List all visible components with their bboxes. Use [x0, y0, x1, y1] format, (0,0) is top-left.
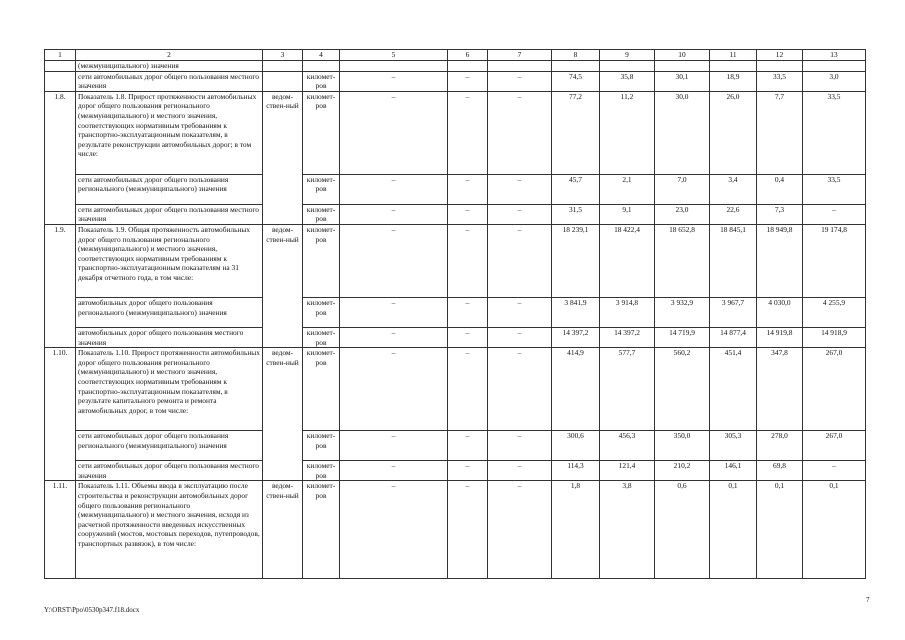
column-header: 8	[552, 50, 600, 61]
column-header: 7	[488, 50, 552, 61]
value-cell: 74,5	[552, 71, 600, 91]
data-source: ведом-ствен-ный	[263, 224, 303, 347]
value-cell: 14 919,8	[757, 327, 803, 347]
value-cell: –	[448, 461, 488, 481]
unit-cell: километ-ров	[303, 71, 340, 91]
indicator-subitem: сети автомобильных дорог общего пользования регионального (межмуниципального) значения	[76, 431, 263, 461]
value-cell: 7,7	[757, 91, 803, 174]
unit-cell: километ-ров	[303, 481, 340, 579]
table-row	[45, 61, 866, 72]
value-cell: 347,8	[757, 348, 803, 431]
data-source: ведом-ствен-ный	[263, 348, 303, 481]
indicator-number: 1.11.	[45, 481, 76, 579]
empty-cell	[488, 61, 552, 72]
value-cell: –	[340, 91, 448, 174]
value-cell: –	[448, 224, 488, 297]
indicator-subitem: сети автомобильных дорог общего пользования местного значения	[76, 71, 263, 91]
value-cell: –	[488, 327, 552, 347]
value-cell: –	[488, 91, 552, 174]
value-cell: 30,1	[655, 71, 710, 91]
value-cell: 278,0	[757, 431, 803, 461]
unit-cell: километ-ров	[303, 348, 340, 431]
unit-cell: километ-ров	[303, 91, 340, 174]
indicator-subitem: сети автомобильных дорог общего пользования местного значения	[76, 204, 263, 224]
value-cell: –	[340, 71, 448, 91]
value-cell: 414,9	[552, 348, 600, 431]
column-header: 1	[45, 50, 76, 61]
value-cell: 26,0	[710, 91, 757, 174]
value-cell: 300,6	[552, 431, 600, 461]
value-cell: 33,5	[803, 174, 866, 204]
empty-cell	[263, 61, 303, 72]
unit-cell: километ-ров	[303, 224, 340, 297]
value-cell: 7,0	[655, 174, 710, 204]
value-cell: 45,7	[552, 174, 600, 204]
unit-cell: километ-ров	[303, 431, 340, 461]
empty-cell	[303, 61, 340, 72]
value-cell: 456,3	[600, 431, 655, 461]
unit-cell: километ-ров	[303, 174, 340, 204]
value-cell: –	[448, 71, 488, 91]
value-cell: 3,0	[803, 71, 866, 91]
value-cell: 3 841,9	[552, 297, 600, 327]
value-cell: 305,3	[710, 431, 757, 461]
value-cell: –	[340, 431, 448, 461]
value-cell: –	[340, 461, 448, 481]
value-cell: 14 397,2	[552, 327, 600, 347]
value-cell: –	[488, 174, 552, 204]
value-cell: 3,8	[600, 481, 655, 579]
column-header: 9	[600, 50, 655, 61]
indicator-table	[44, 49, 866, 579]
table-header-row	[45, 50, 866, 61]
indicator-name: Показатель 1.9. Общая протяженность автомобильных дорог общего пользования регионального (межмуниципального) и местного значения, соответствующих нормативным требованиям к транспортно-эксплуатационным показателям на 31 декабря отчетного года, в том числе:	[76, 224, 263, 297]
value-cell: 0,6	[655, 481, 710, 579]
value-cell: –	[340, 204, 448, 224]
empty-cell	[552, 61, 600, 72]
indicator-name: Показатель 1.8. Прирост протяженности автомобильных дорог общего пользования регионального (межмуниципального) и местного значения, соответствующих нормативным требованиям к транспортно-эксплуатационным показателям, в результате реконструкции автомобильных дорог; в том числе:	[76, 91, 263, 174]
value-cell: 0,1	[710, 481, 757, 579]
indicator-name: Показатель 1.10. Прирост протяженности автомобильных дорог общего пользования регионального (межмуниципального) и местного значения, соответствующих нормативным требованиям к транспортно-эксплуатационным показателям, в результате капитального ремонта и ремонта автомобильных дорог, в том числе:	[76, 348, 263, 431]
value-cell: 19 174,8	[803, 224, 866, 297]
value-cell: 33,5	[757, 71, 803, 91]
table-row	[45, 91, 866, 174]
value-cell: –	[340, 174, 448, 204]
value-cell: 18 652,8	[655, 224, 710, 297]
value-cell: –	[488, 431, 552, 461]
value-cell: 3 967,7	[710, 297, 757, 327]
table-row	[45, 327, 866, 347]
empty-cell	[45, 71, 76, 91]
value-cell: 451,4	[710, 348, 757, 431]
value-cell: –	[488, 481, 552, 579]
empty-cell	[757, 61, 803, 72]
value-cell: 9,1	[600, 204, 655, 224]
column-header: 6	[448, 50, 488, 61]
value-cell: 3 932,9	[655, 297, 710, 327]
value-cell: –	[488, 204, 552, 224]
empty-cell	[803, 61, 866, 72]
table-row	[45, 461, 866, 481]
data-source: ведом-ствен-ный	[263, 481, 303, 579]
indicator-subitem: сети автомобильных дорог общего пользования местного значения	[76, 461, 263, 481]
value-cell: 30,0	[655, 91, 710, 174]
value-cell: –	[448, 174, 488, 204]
column-header: 12	[757, 50, 803, 61]
value-cell: –	[488, 224, 552, 297]
table-row	[45, 204, 866, 224]
table-row	[45, 481, 866, 579]
table-row	[45, 224, 866, 297]
value-cell: –	[803, 461, 866, 481]
value-cell: 31,5	[552, 204, 600, 224]
table-body	[45, 50, 866, 579]
indicator-subitem: сети автомобильных дорог общего пользования регионального (межмуниципального) значения	[76, 174, 263, 204]
unit-cell: километ-ров	[303, 461, 340, 481]
value-cell: 33,5	[803, 91, 866, 174]
value-cell: 14 397,2	[600, 327, 655, 347]
column-header: 3	[263, 50, 303, 61]
data-source: ведом-ствен-ный	[263, 91, 303, 224]
value-cell: –	[803, 204, 866, 224]
value-cell: 267,0	[803, 348, 866, 431]
value-cell: 22,6	[710, 204, 757, 224]
table-row	[45, 348, 866, 431]
column-header: 13	[803, 50, 866, 61]
value-cell: 121,4	[600, 461, 655, 481]
value-cell: –	[448, 431, 488, 461]
value-cell: 4 030,0	[757, 297, 803, 327]
value-cell: 18 422,4	[600, 224, 655, 297]
indicator-number: 1.10.	[45, 348, 76, 481]
empty-cell	[448, 61, 488, 72]
value-cell: 18 949,8	[757, 224, 803, 297]
value-cell: 4 255,9	[803, 297, 866, 327]
value-cell: –	[340, 327, 448, 347]
value-cell: –	[448, 91, 488, 174]
value-cell: –	[340, 224, 448, 297]
page-number: 7	[866, 596, 870, 604]
unit-cell: километ-ров	[303, 327, 340, 347]
value-cell: 14 918,9	[803, 327, 866, 347]
value-cell: 11,2	[600, 91, 655, 174]
empty-cell	[600, 61, 655, 72]
value-cell: –	[488, 461, 552, 481]
value-cell: –	[340, 297, 448, 327]
table-row	[45, 431, 866, 461]
table-row	[45, 174, 866, 204]
value-cell: –	[488, 297, 552, 327]
value-cell: 35,8	[600, 71, 655, 91]
value-cell: 3 914,8	[600, 297, 655, 327]
value-cell: –	[488, 348, 552, 431]
value-cell: 210,2	[655, 461, 710, 481]
unit-cell: километ-ров	[303, 297, 340, 327]
value-cell: 2,1	[600, 174, 655, 204]
value-cell: 0,1	[757, 481, 803, 579]
value-cell: –	[448, 481, 488, 579]
value-cell: 18,9	[710, 71, 757, 91]
value-cell: –	[488, 71, 552, 91]
file-path: Y:\ORST\Ppo\0530p347.f18.docx	[44, 606, 140, 614]
value-cell: –	[448, 348, 488, 431]
empty-cell	[340, 61, 448, 72]
value-cell: 14 877,4	[710, 327, 757, 347]
empty-cell	[655, 61, 710, 72]
empty-cell	[710, 61, 757, 72]
column-header: 2	[76, 50, 263, 61]
column-header: 10	[655, 50, 710, 61]
value-cell: 3,4	[710, 174, 757, 204]
value-cell: 14 719,9	[655, 327, 710, 347]
value-cell: 18 239,1	[552, 224, 600, 297]
table-row	[45, 71, 866, 91]
indicator-subitem: автомобильных дорог общего пользования местного значения	[76, 327, 263, 347]
indicator-number: 1.8.	[45, 91, 76, 224]
value-cell: –	[340, 348, 448, 431]
indicator-number: 1.9.	[45, 224, 76, 347]
table-row	[45, 297, 866, 327]
value-cell: –	[448, 204, 488, 224]
value-cell: 69,8	[757, 461, 803, 481]
value-cell: 350,0	[655, 431, 710, 461]
value-cell: –	[340, 481, 448, 579]
indicator-subitem: автомобильных дорог общего пользования регионального (межмуниципального) значения	[76, 297, 263, 327]
indicator-name: Показатель 1.11. Объемы ввода в эксплуатацию после строительства и реконструкции автомобильных дорог общего пользования регионального (межмуниципального) и местного значения, исходя из расчетной протяженности введенных искусственных сооружений (мостов, мостовых переходов, путепроводов, транспортных развязок), в том числе:	[76, 481, 263, 579]
empty-cell	[263, 71, 303, 91]
value-cell: 577,7	[600, 348, 655, 431]
empty-cell	[45, 61, 76, 72]
value-cell: 267,0	[803, 431, 866, 461]
value-cell: 23,0	[655, 204, 710, 224]
value-cell: 0,4	[757, 174, 803, 204]
value-cell: 18 845,1	[710, 224, 757, 297]
value-cell: 77,2	[552, 91, 600, 174]
column-header: 4	[303, 50, 340, 61]
unit-cell: километ-ров	[303, 204, 340, 224]
column-header: 11	[710, 50, 757, 61]
value-cell: –	[448, 327, 488, 347]
value-cell: –	[448, 297, 488, 327]
value-cell: 560,2	[655, 348, 710, 431]
value-cell: 7,3	[757, 204, 803, 224]
indicator-subitem: (межмуниципального) значения	[76, 61, 263, 72]
value-cell: 114,3	[552, 461, 600, 481]
value-cell: 0,1	[803, 481, 866, 579]
column-header: 5	[340, 50, 448, 61]
value-cell: 1,8	[552, 481, 600, 579]
value-cell: 146,1	[710, 461, 757, 481]
